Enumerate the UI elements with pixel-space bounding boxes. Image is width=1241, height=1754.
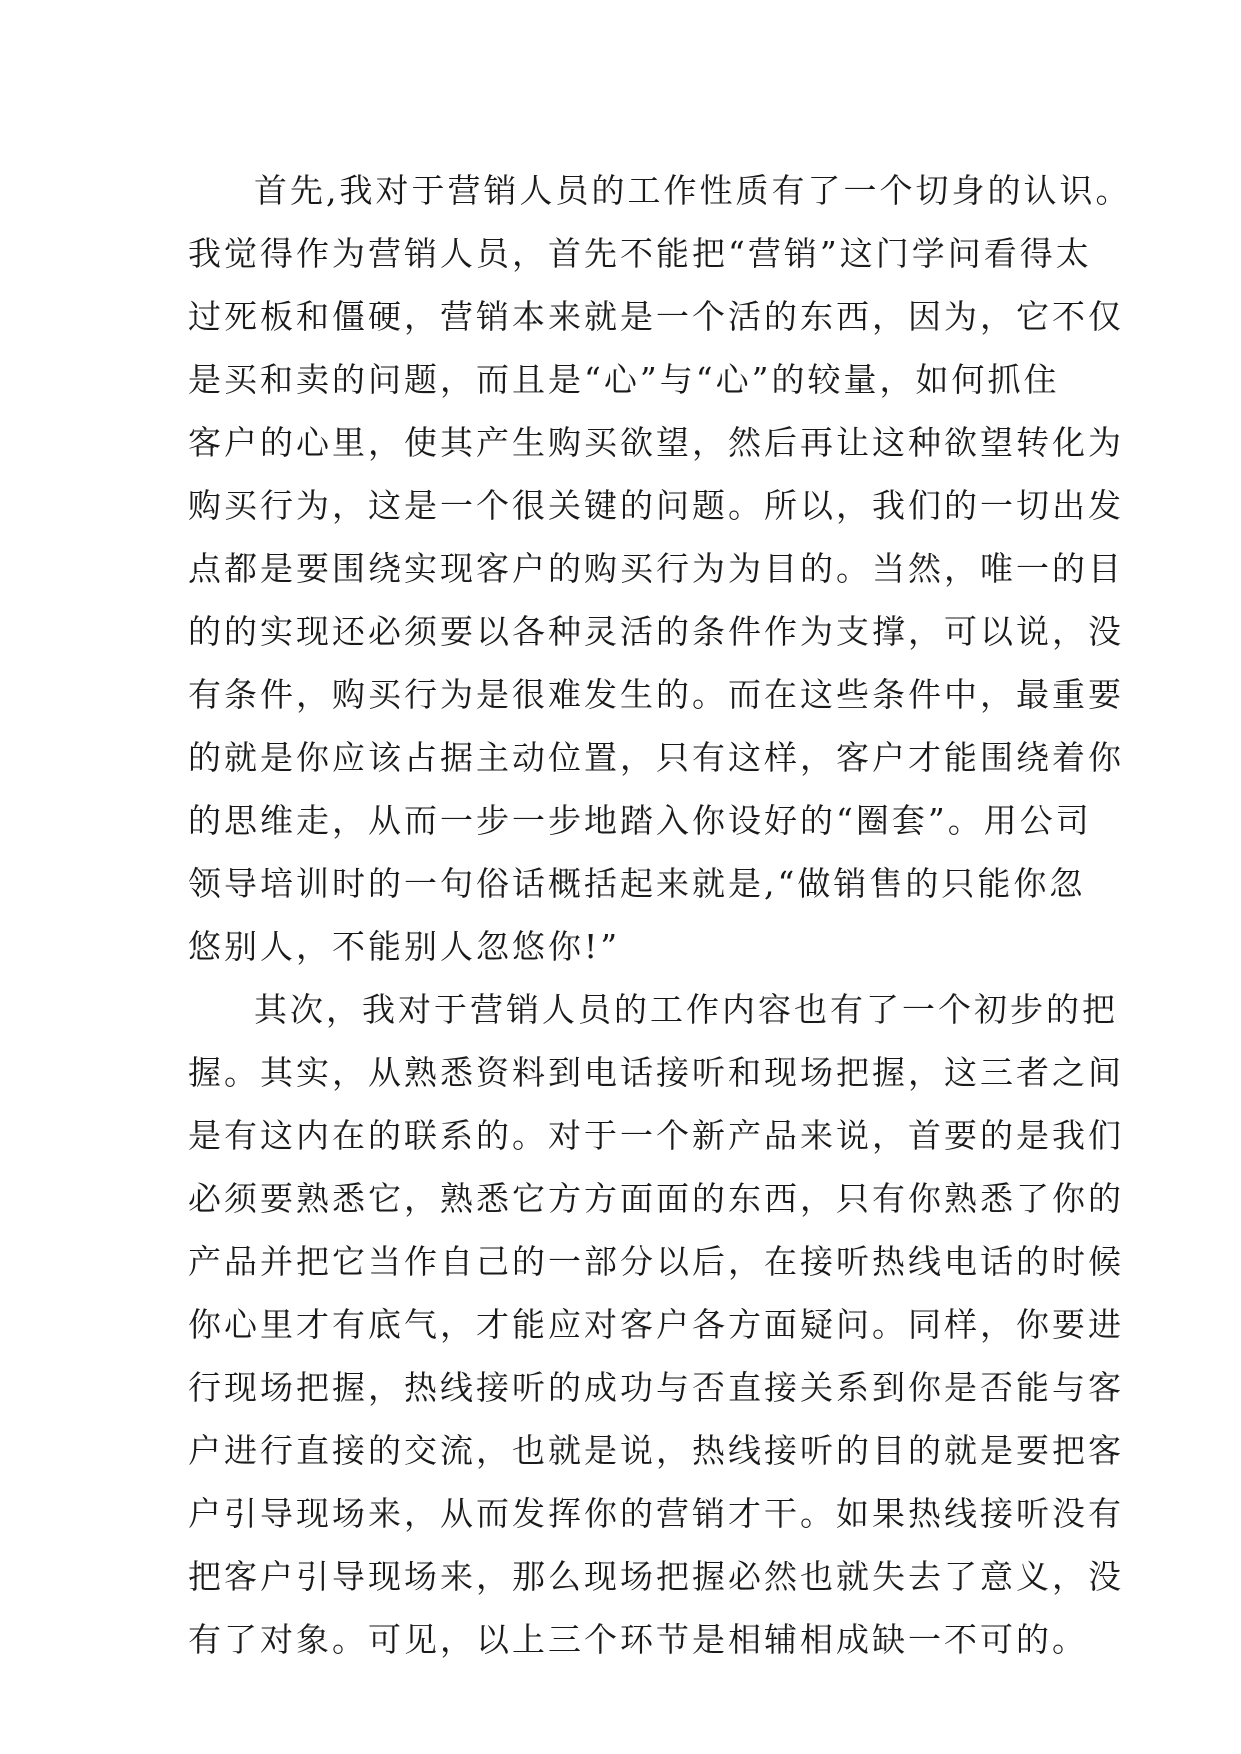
text-line: 首先,我对于营销人员的工作性质有了一个切身的认识。 <box>254 171 1132 210</box>
text-line: 产品并把它当作自己的一部分以后，在接听热线电话的时候 <box>188 1242 1124 1281</box>
text-line: 行现场把握，热线接听的成功与否直接关系到你是否能与客 <box>188 1368 1124 1407</box>
text-line: 有了对象。可见，以上三个环节是相辅相成缺一不可的。 <box>188 1620 1088 1659</box>
text-line: 必须要熟悉它，熟悉它方方面面的东西，只有你熟悉了你的 <box>188 1179 1124 1218</box>
text-line: 的就是你应该占据主动位置，只有这样，客户才能围绕着你 <box>188 738 1124 777</box>
text-line: 客户的心里，使其产生购买欲望，然后再让这种欲望转化为 <box>188 423 1124 462</box>
text-line: 你心里才有底气，才能应对客户各方面疑问。同样，你要进 <box>188 1305 1124 1344</box>
text-line: 户进行直接的交流，也就是说，热线接听的目的就是要把客 <box>188 1431 1124 1470</box>
text-line: 悠别人，不能别人忽悠你!” <box>188 927 621 966</box>
text-line: 我觉得作为营销人员，首先不能把“营销”这门学问看得太 <box>188 234 1092 273</box>
text-line: 点都是要围绕实现客户的购买行为为目的。当然，唯一的目 <box>188 549 1124 588</box>
text-line: 有条件，购买行为是很难发生的。而在这些条件中，最重要 <box>188 675 1124 714</box>
text-line: 户引导现场来，从而发挥你的营销才干。如果热线接听没有 <box>188 1494 1124 1533</box>
text-line: 是有这内在的联系的。对于一个新产品来说，首要的是我们 <box>188 1116 1124 1155</box>
text-line: 是买和卖的问题，而且是“心”与“心”的较量，如何抓住 <box>188 360 1060 399</box>
text-line: 购买行为，这是一个很关键的问题。所以，我们的一切出发 <box>188 486 1124 525</box>
paragraph-2 <box>188 978 1124 1671</box>
paragraph-1 <box>188 159 1132 978</box>
text-line: 其次，我对于营销人员的工作内容也有了一个初步的把 <box>254 990 1118 1029</box>
text-line: 的思维走，从而一步一步地踏入你设好的“圈套”。用公司 <box>188 801 1092 840</box>
text-line: 领导培训时的一句俗话概括起来就是,“做销售的只能你忽 <box>188 864 1086 903</box>
text-line: 握。其实，从熟悉资料到电话接听和现场把握，这三者之间 <box>188 1053 1124 1092</box>
text-line: 的的实现还必须要以各种灵活的条件作为支撑，可以说，没 <box>188 612 1124 651</box>
text-line: 把客户引导现场来，那么现场把握必然也就失去了意义，没 <box>188 1557 1124 1596</box>
document-body <box>188 159 1132 1671</box>
text-line: 过死板和僵硬，营销本来就是一个活的东西，因为，它不仅 <box>188 297 1124 336</box>
